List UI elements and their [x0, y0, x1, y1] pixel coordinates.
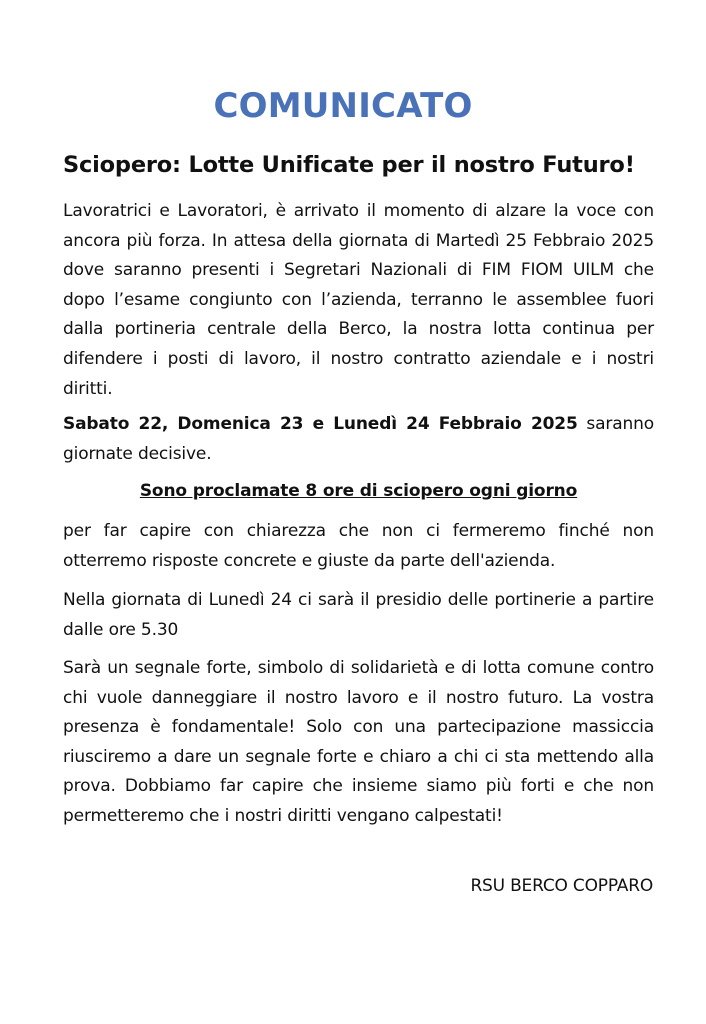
strike-dates: Sabato 22, Domenica 23 e Lunedì 24 Febbraio 2025	[63, 414, 578, 434]
strike-proclamation: Sono proclamate 8 ore di sciopero ogni giorno	[139, 481, 578, 501]
solidarity-paragraph: Sarà un segnale forte, simbolo di solidarietà e di lotta comune contro chi vuole danneggiare il nostro lavoro e il nostro futuro. La vostra presenza è fondamentale! Solo con una partecipazione massiccia riusciremo a dare un segnale forte e chiaro a chi ci sta mettendo alla prova. Dobbiamo far capire che insieme siamo più forti e che non permetteremo che i nostri diritti vengano calpestati!	[63, 658, 654, 826]
dates-paragraph-rest: saranno giornate decisive.	[63, 414, 654, 464]
signature: RSU BERCO COPPARO	[470, 876, 653, 896]
intro-paragraph: Lavoratrici e Lavoratori, è arrivato il momento di alzare la voce con ancora più forza. In attesa della giornata di Martedì 25 Febbraio 2025 dove saranno presenti i Segretari Nazionali di FIM FIOM UILM che dopo l’esame congiunto con l’azienda, terranno le assemblee fuori dalla portineria centrale della Berco, la nostra lotta continua per difendere i posti di lavoro, il nostro contratto aziendale e i nostri diritti.	[63, 201, 654, 399]
document-subtitle: Sciopero: Lotte Unificate per il nostro Futuro!	[63, 152, 635, 178]
document-title: COMUNICATO	[213, 86, 473, 126]
purpose-paragraph: per far capire con chiarezza che non ci fermeremo finché non otterremo risposte concrete e giuste da parte dell'azienda.	[63, 521, 654, 571]
picket-paragraph: Nella giornata di Lunedì 24 ci sarà il presidio delle portinerie a partire dalle ore 5.30	[63, 590, 654, 640]
dates-paragraph	[63, 410, 654, 469]
